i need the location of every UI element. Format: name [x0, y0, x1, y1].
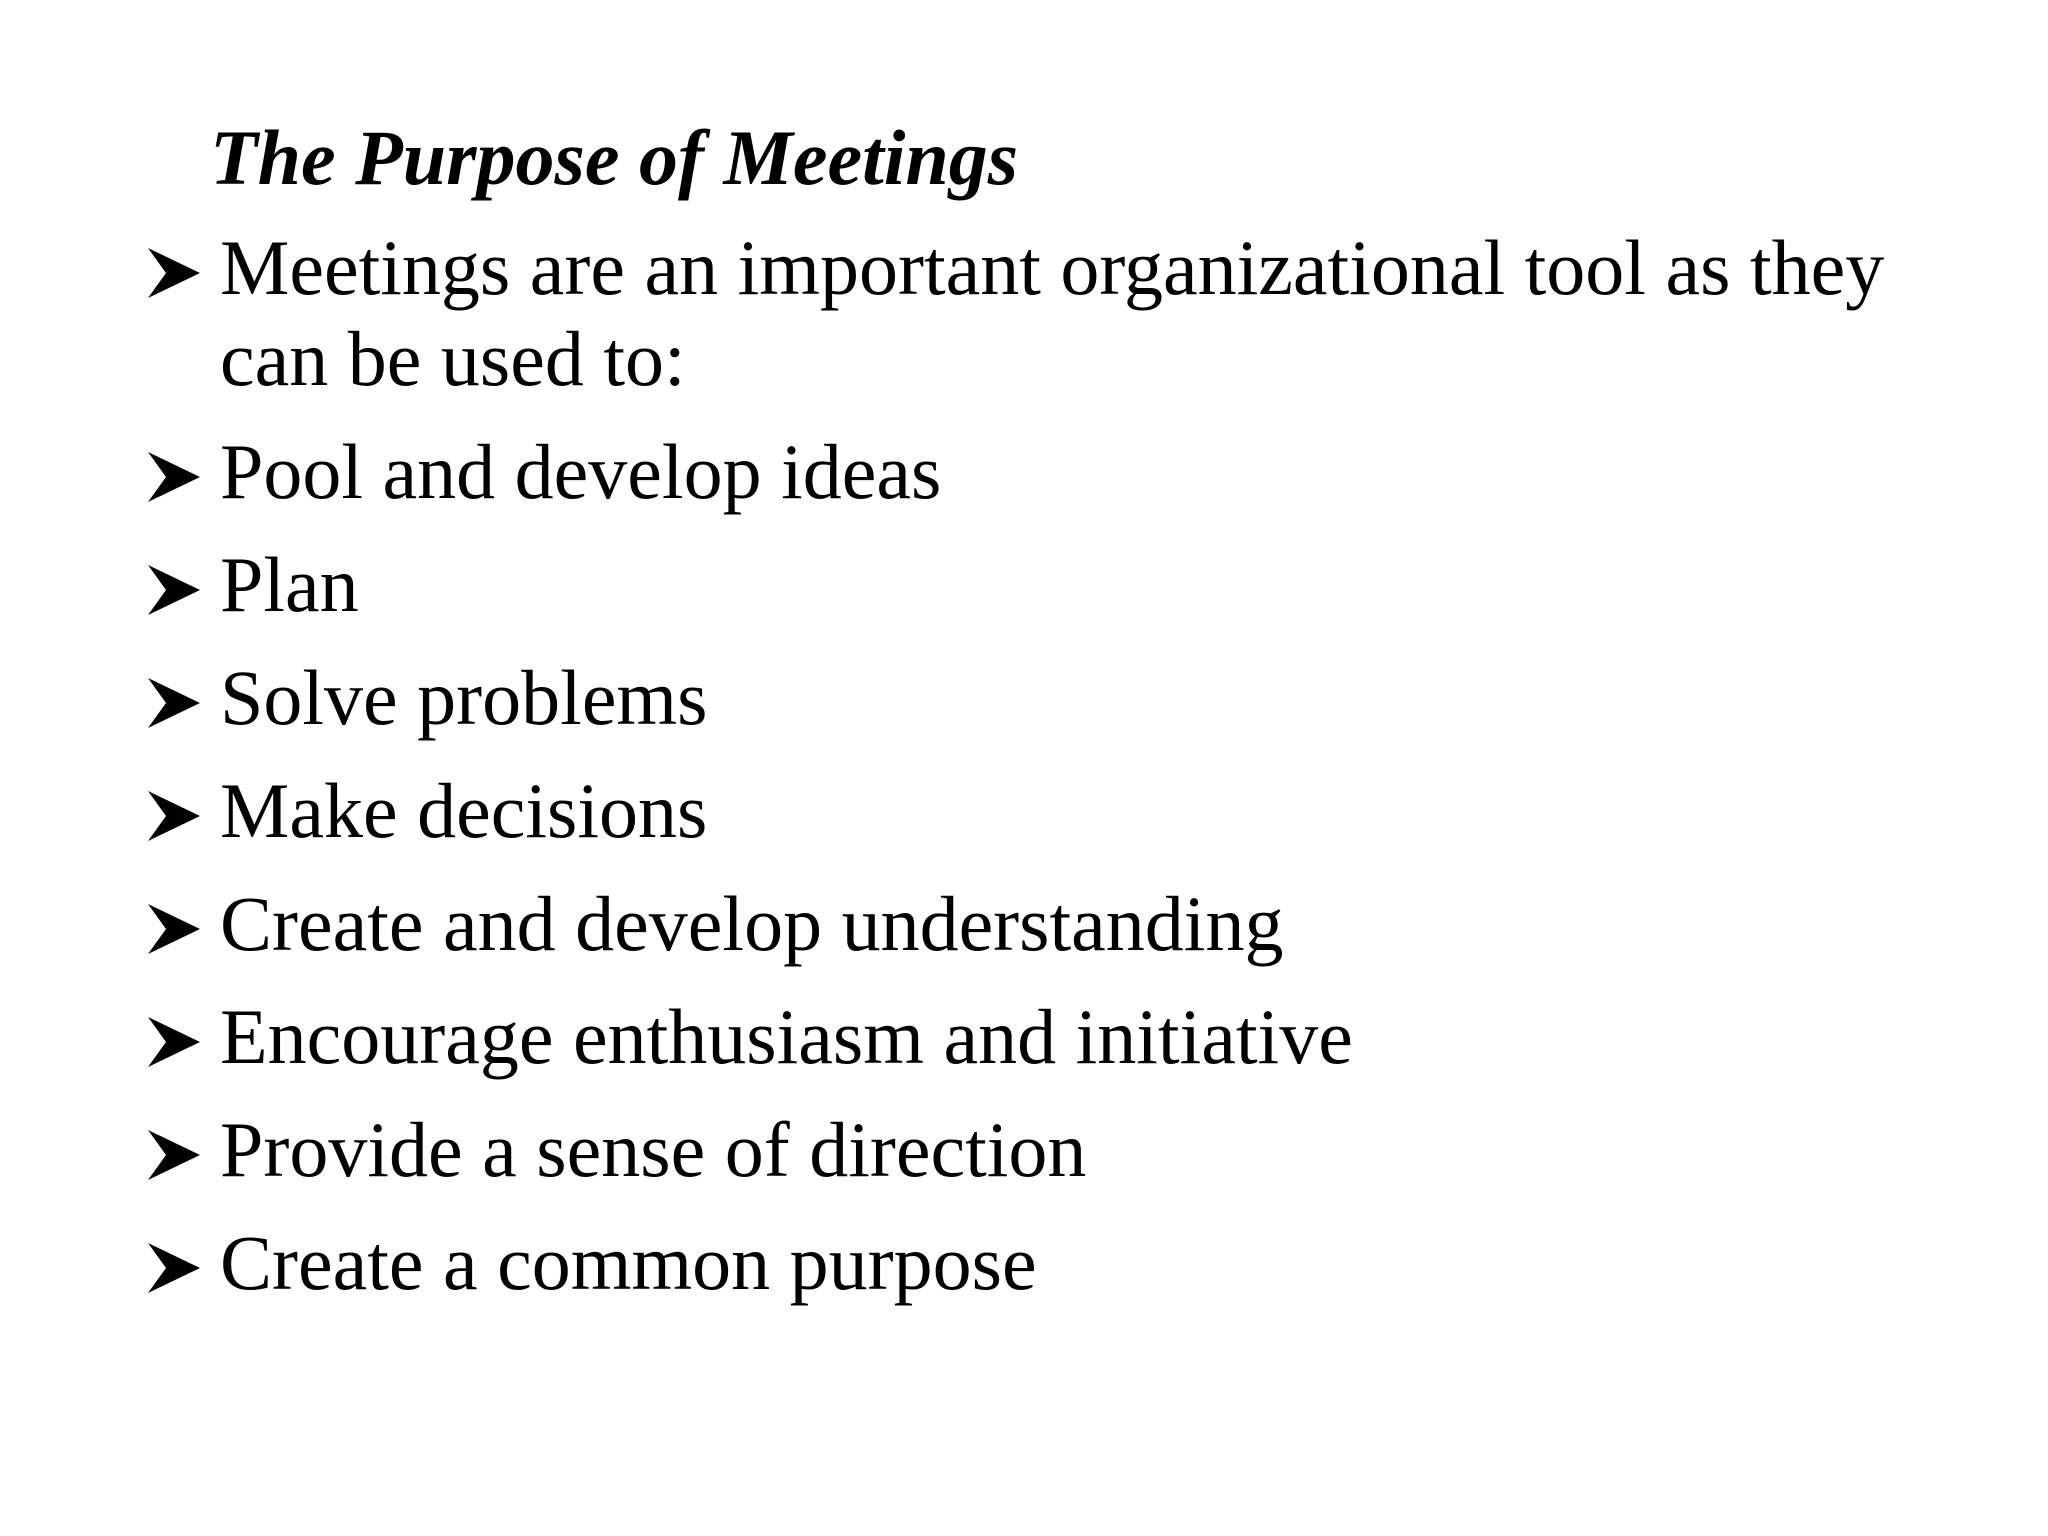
bullet-item: [146, 1104, 2006, 1195]
arrowhead-bullet-icon: [146, 789, 202, 843]
arrowhead-bullet-icon: [146, 450, 202, 504]
arrowhead-bullet-icon: [146, 902, 202, 956]
bullet-item: [146, 426, 2006, 517]
bullet-list: [146, 222, 2006, 1330]
bullet-text: Encourage enthusiasm and initiative: [220, 993, 1353, 1080]
arrowhead-bullet-icon: [146, 1128, 202, 1182]
bullet-item: [146, 539, 2006, 630]
bullet-text: Solve problems: [220, 654, 708, 741]
bullet-text: Create a common purpose: [220, 1219, 1037, 1306]
bullet-item: [146, 222, 2006, 404]
bullet-text: Meetings are an important organizational tool as they can be used to:: [220, 224, 1885, 402]
bullet-text: Create and develop understanding: [220, 880, 1284, 967]
arrowhead-bullet-icon: [146, 563, 202, 617]
arrowhead-bullet-icon: [146, 1015, 202, 1069]
bullet-item: [146, 1217, 2006, 1308]
bullet-item: [146, 765, 2006, 856]
bullet-text: Pool and develop ideas: [220, 428, 942, 515]
arrowhead-bullet-icon: [146, 1241, 202, 1295]
bullet-text: Provide a sense of direction: [220, 1106, 1087, 1193]
bullet-item: [146, 878, 2006, 969]
bullet-item: [146, 991, 2006, 1082]
bullet-text: Make decisions: [220, 767, 708, 854]
bullet-text: Plan: [220, 541, 359, 628]
arrowhead-bullet-icon: [146, 676, 202, 730]
slide-title: The Purpose of Meetings: [210, 114, 1019, 201]
arrowhead-bullet-icon: [146, 246, 202, 300]
bullet-item: [146, 652, 2006, 743]
